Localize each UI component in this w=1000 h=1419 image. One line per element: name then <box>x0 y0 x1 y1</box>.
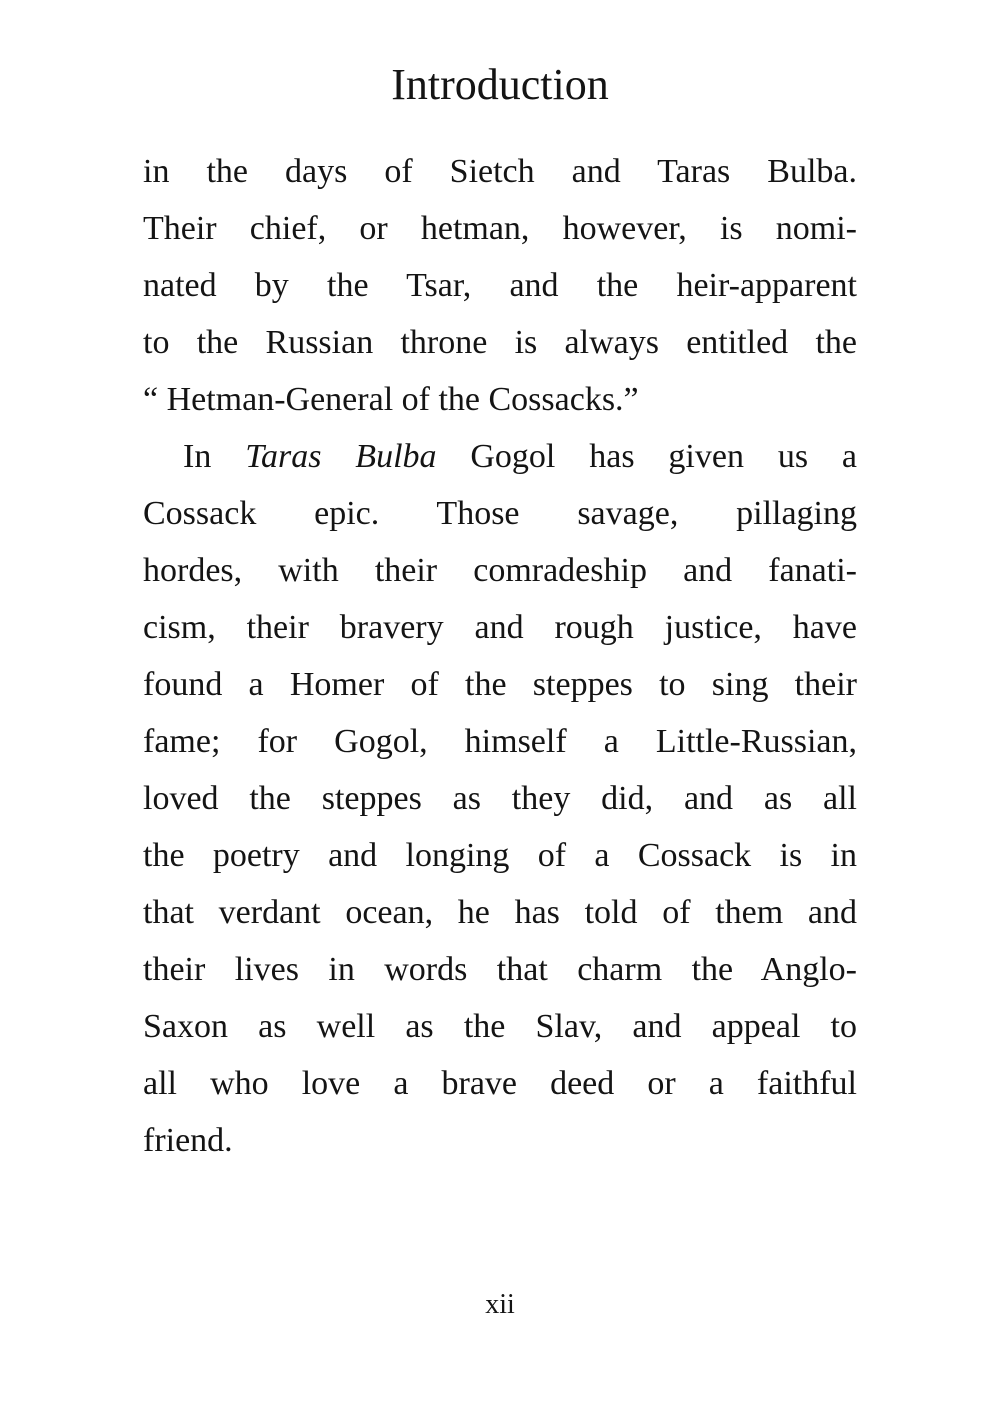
text-line: hordes, with their comradeship and fanati- <box>143 552 857 589</box>
text-line: in the days of Sietch and Taras Bulba. <box>143 153 857 190</box>
text-line: found a Homer of the steppes to sing their <box>143 666 857 703</box>
text-line: cism, their bravery and rough justice, have <box>143 609 857 646</box>
text-line: friend. <box>143 1122 233 1159</box>
text-line: Their chief, or hetman, however, is nomi- <box>143 210 857 247</box>
text-line: Cossack epic. Those savage, pillaging <box>143 495 857 532</box>
text-line: nated by the Tsar, and the heir-apparent <box>143 267 857 304</box>
text-line: Saxon as well as the Slav, and appeal to <box>143 1008 857 1045</box>
paragraph-1 <box>143 143 857 428</box>
text-line: loved the steppes as they did, and as all <box>143 780 857 817</box>
line-segment: In <box>183 438 212 475</box>
text-line: “ Hetman-General of the Cossacks.” <box>143 381 639 418</box>
body-text <box>143 143 857 1169</box>
paragraph-2 <box>143 428 857 1169</box>
text-line: to the Russian throne is always entitled the <box>143 324 857 361</box>
running-head: Introduction <box>391 60 609 109</box>
text-line: that verdant ocean, he has told of them and <box>143 894 857 931</box>
text-line: the poetry and longing of a Cossack is in <box>143 837 857 874</box>
text-line: all who love a brave deed or a faithful <box>143 1065 857 1102</box>
page-number: xii <box>485 1289 515 1320</box>
text-line: fame; for Gogol, himself a Little-Russian, <box>143 723 857 760</box>
line-segment: Gogol has given us a <box>470 438 857 475</box>
text-line <box>143 428 857 485</box>
text-line: their lives in words that charm the Anglo- <box>143 951 857 988</box>
book-title-italic: Taras Bulba <box>245 438 437 475</box>
